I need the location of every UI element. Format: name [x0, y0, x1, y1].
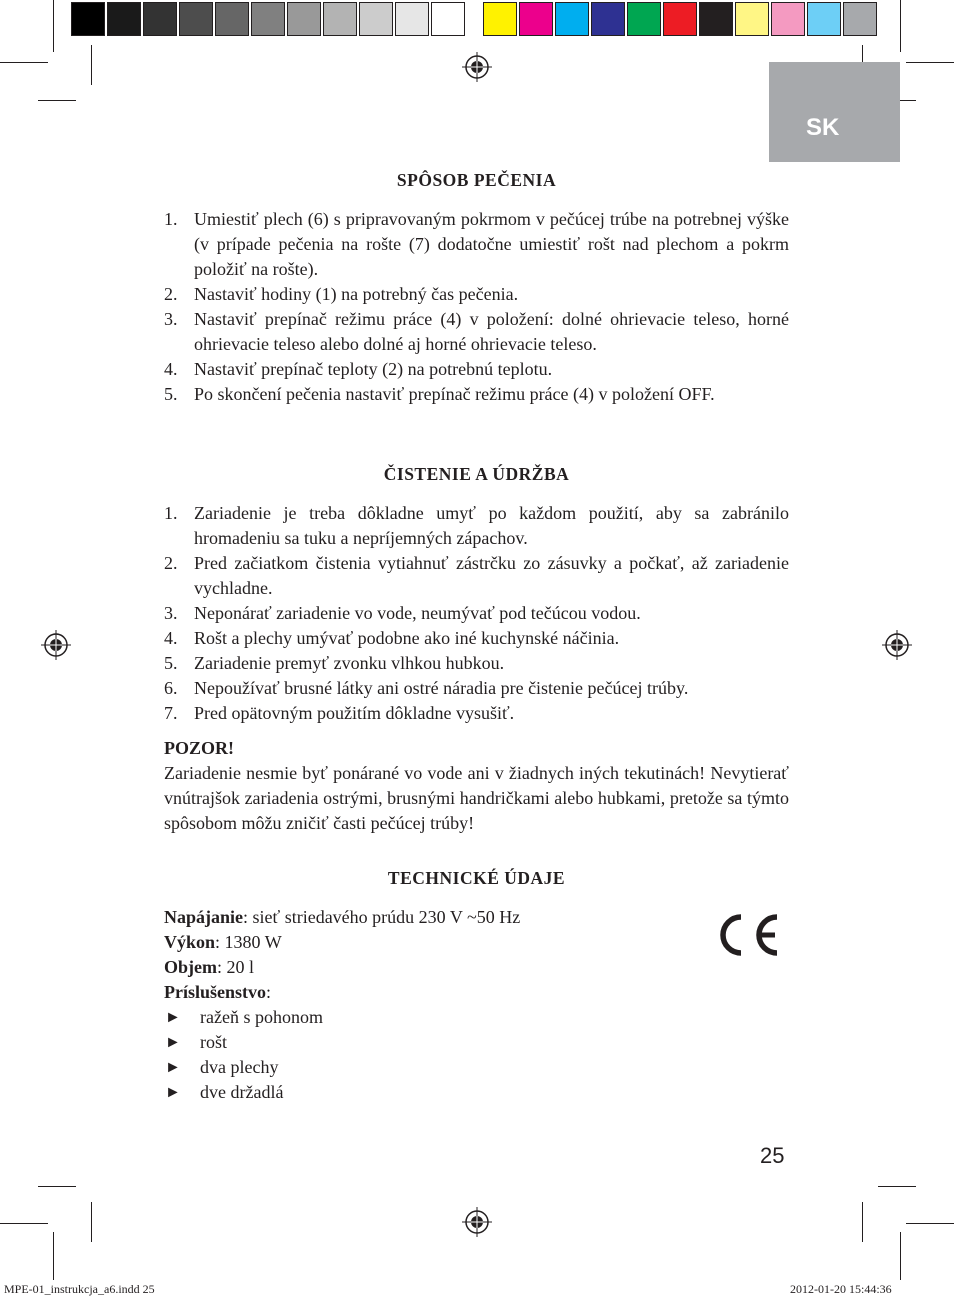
arrow-right-icon: ► — [165, 1059, 181, 1076]
cleaning-steps — [164, 501, 789, 726]
spec-power — [164, 930, 789, 955]
item-text: Nastaviť hodiny (1) na potrebný čas pečenia. — [194, 284, 519, 304]
accessory-label: dve držadlá — [200, 1082, 284, 1102]
item-text: Rošt a plechy umývať podobne ako iné kuchynské náčinia. — [194, 628, 620, 648]
gray-scale-bar — [71, 2, 467, 38]
spec-colon: : — [266, 982, 272, 1002]
item-number: 2. — [164, 284, 178, 304]
footer-file: MPE-01_instrukcja_a6.indd 25 — [4, 1282, 155, 1296]
crop-mark — [38, 100, 76, 101]
item-text: Nepoužívať brusné látky ani ostré náradia pre čistenie pečúcej trúby. — [194, 678, 689, 698]
item-number: 4. — [164, 628, 178, 648]
crop-mark — [53, 0, 54, 52]
item-number: 3. — [164, 309, 178, 329]
page-number: 25 — [760, 1143, 785, 1168]
tech-title: TECHNICKÉ ÚDAJE — [387, 868, 566, 888]
registration-mark-icon — [41, 630, 71, 660]
color-swatch — [519, 2, 553, 36]
list-item — [164, 282, 789, 307]
color-swatch — [807, 2, 841, 36]
registration-mark-icon — [462, 1207, 492, 1237]
spec-value: : 20 l — [217, 957, 255, 977]
item-text: Pred opätovným použitím dôkladne vysušiť. — [194, 703, 515, 723]
list-item — [164, 676, 789, 701]
baking-title: SPÔSOB PEČENIA — [396, 170, 557, 190]
color-swatch — [215, 2, 249, 36]
arrow-right-icon: ► — [165, 1084, 181, 1101]
color-swatch — [395, 2, 429, 36]
crop-mark — [53, 1232, 54, 1280]
color-swatch — [431, 2, 465, 36]
item-text: Neponárať zariadenie vo vode, neumývať pod tečúcou vodou. — [194, 603, 641, 623]
item-number: 5. — [164, 384, 178, 404]
language-tab — [769, 62, 900, 162]
item-text: Umiestiť plech (6) s pripravovaným pokrmom v pečúcej trúbe na potrebnej výške (v prípade pečenia na rošte (7) dodatočne umiestiť rošt nad plechom a pokrm položiť na rošte). — [194, 209, 789, 279]
color-swatch — [843, 2, 877, 36]
item-number: 3. — [164, 603, 178, 623]
spec-value: : 1380 W — [215, 932, 282, 952]
item-text: Nastaviť prepínač režimu práce (4) v položení: dolné ohrievacie teleso, horné ohrievacie teleso alebo dolné aj horné ohrievacie teleso. — [194, 309, 789, 354]
accessory-label: rošt — [200, 1032, 227, 1052]
crop-mark — [900, 0, 901, 52]
color-swatch — [143, 2, 177, 36]
accessories-list — [164, 1005, 789, 1105]
ce-mark-icon — [711, 911, 779, 959]
color-swatch — [735, 2, 769, 36]
color-swatch — [71, 2, 105, 36]
color-swatch — [359, 2, 393, 36]
cleaning-section — [164, 462, 789, 836]
arrow-right-icon: ► — [165, 1034, 181, 1051]
color-swatch — [483, 2, 517, 36]
item-number: 6. — [164, 678, 178, 698]
spec-label: Napájanie — [164, 907, 244, 927]
item-number: 1. — [164, 503, 178, 523]
spec-label: Výkon — [164, 932, 216, 952]
crop-mark — [900, 1232, 901, 1280]
spec-label: Príslušenstvo — [164, 982, 267, 1002]
cleaning-title: ČISTENIE A ÚDRŽBA — [383, 464, 570, 484]
color-swatch — [771, 2, 805, 36]
color-swatch — [699, 2, 733, 36]
list-item — [164, 551, 789, 601]
registration-mark-icon — [882, 630, 912, 660]
item-text: Nastaviť prepínač teploty (2) na potrebnú teplotu. — [194, 359, 553, 379]
item-text: Zariadenie je treba dôkladne umyť po každom použití, aby sa zabránilo hromadeniu sa tuku a nepríjemných zápachov. — [194, 503, 789, 548]
accessory-label: dva plechy — [200, 1057, 279, 1077]
crop-mark — [906, 1223, 954, 1224]
item-number: 4. — [164, 359, 178, 379]
list-item — [164, 601, 789, 626]
color-swatch — [251, 2, 285, 36]
crop-mark — [906, 62, 954, 63]
item-text: Po skončení pečenia nastaviť prepínač režimu práce (4) v položení OFF. — [194, 384, 715, 404]
accessory-item — [164, 1005, 789, 1030]
color-swatch — [627, 2, 661, 36]
tech-section — [164, 866, 789, 1105]
arrow-right-icon: ► — [165, 1009, 181, 1026]
crop-mark — [0, 1223, 48, 1224]
footer-timestamp: 2012-01-20 15:44:36 — [790, 1282, 892, 1296]
spec-label: Objem — [164, 957, 217, 977]
item-number: 7. — [164, 703, 178, 723]
list-item — [164, 307, 789, 357]
color-swatch — [591, 2, 625, 36]
color-swatch — [287, 2, 321, 36]
warning-title: POZOR! — [164, 738, 234, 758]
item-number: 2. — [164, 553, 178, 573]
crop-mark — [91, 1202, 92, 1242]
spec-power-supply — [164, 905, 789, 930]
crop-mark — [0, 62, 48, 63]
item-text: Zariadenie premyť zvonku vlhkou hubkou. — [194, 653, 505, 673]
crop-mark — [38, 1186, 76, 1187]
spec-volume — [164, 955, 789, 980]
spec-value: : sieť striedavého prúdu 230 V ~50 Hz — [243, 907, 521, 927]
color-swatch — [663, 2, 697, 36]
list-item — [164, 701, 789, 726]
color-swatch — [323, 2, 357, 36]
warning-text: Zariadenie nesmie byť ponárané vo vode ani v žiadnych iných tekutinách! Nevytierať vnútrajšok zariadenia ostrými, brusnými handričkami alebo hubkami, pretože sa týmto spôsobom môžu zničiť časti pečúcej trúby! — [164, 763, 789, 833]
language-code: SK — [806, 114, 840, 141]
list-item — [164, 357, 789, 382]
baking-steps — [164, 207, 789, 407]
accessory-item — [164, 1055, 789, 1080]
item-number: 5. — [164, 653, 178, 673]
baking-section — [164, 168, 789, 407]
process-color-bar — [483, 2, 879, 38]
list-item — [164, 501, 789, 551]
item-text: Pred začiatkom čistenia vytiahnuť zástrčku zo zásuvky a počkať, až zariadenie vychladne. — [194, 553, 789, 598]
registration-mark-icon — [462, 52, 492, 82]
color-swatch — [107, 2, 141, 36]
list-item — [164, 626, 789, 651]
color-swatch — [179, 2, 213, 36]
color-swatch — [555, 2, 589, 36]
list-item — [164, 382, 789, 407]
accessory-item — [164, 1080, 789, 1105]
item-number: 1. — [164, 209, 178, 229]
crop-mark — [91, 45, 92, 85]
accessory-item — [164, 1030, 789, 1055]
crop-mark — [862, 1202, 863, 1242]
list-item — [164, 207, 789, 282]
list-item — [164, 651, 789, 676]
crop-mark — [878, 1186, 916, 1187]
spec-accessories — [164, 980, 789, 1005]
accessory-label: ražeň s pohonom — [200, 1007, 323, 1027]
